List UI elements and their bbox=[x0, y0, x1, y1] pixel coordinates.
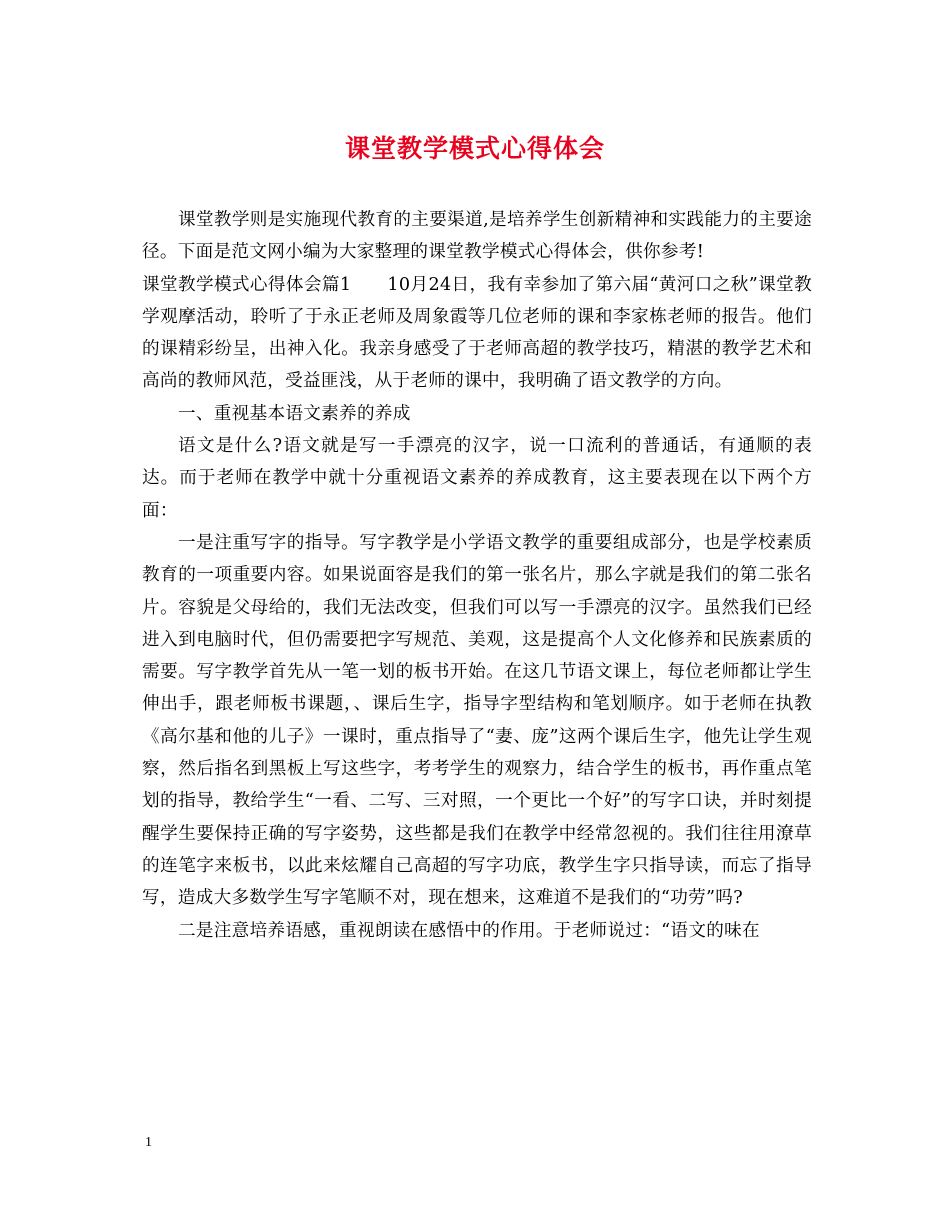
document-body bbox=[142, 204, 812, 947]
body-paragraph-2: 语文是什么?语文就是写一手漂亮的汉字，说一口流利的普通话，有通顺的表达。而于老师在教学中就十分重视语文素养的养成教育，这主要表现在以下两个方面： bbox=[142, 436, 812, 521]
section-paragraph-1: 课堂教学模式心得体会篇1 10月24日，我有幸参加了第六届“黄河口之秋”课堂教学观摩活动，聆听了于永正老师及周象霞等几位老师的课和李家栋老师的报告。他们的课精彩纷呈，出神入化。我亲身感受了于老师高超的教学技巧，精湛的教学艺术和高尚的教师风范，受益匪浅，从于老师的课中，我明确了语文教学的方向。 bbox=[142, 274, 812, 392]
document-title: 课堂教学模式心得体会 bbox=[344, 134, 605, 163]
intro-paragraph: 课堂教学则是实施现代教育的主要渠道,是培养学生创新精神和实践能力的主要途径。下面是范文网小编为大家整理的课堂教学模式心得体会，供你参考! bbox=[142, 210, 812, 263]
page-number: 1 bbox=[145, 1135, 152, 1150]
heading-paragraph: 一、重视基本语文素养的养成 bbox=[178, 403, 411, 424]
body-paragraph-3: 一是注重写字的指导。写字教学是小学语文教学的重要组成部分，也是学校素质教育的一项重要内容。如果说面容是我们的第一张名片，那么字就是我们的第二张名片。容貌是父母给的，我们无法改变，但我们可以写一手漂亮的汉字。虽然我们已经进入到电脑时代，但仍需要把字写规范、美观，这是提高个人文化修养和民族素质的需要。写字教学首先从一笔一划的板书开始。在这几节语文课上，每位老师都让学生伸出手，跟老师板书课题，、课后生字，指导字型结构和笔划顺序。如于老师在执教《高尔基和他的儿子》一课时，重点指导了“妻、庞”这两个课后生字，他先让学生观察，然后指名到黑板上写这些字，考考学生的观察力，结合学生的板书，再作重点笔划的指导，教给学生“一看、二写、三对照，一个更比一个好”的写字口诀，并时刻提醒学生要保持正确的写字姿势，这些都是我们在教学中经常忽视的。我们往往用潦草的连笔字来板书，以此来炫耀自己高超的写字功底，教学生字只指导读，而忘了指导写，造成大多数学生写字笔顺不对，现在想来，这难道不是我们的“功劳”吗? bbox=[142, 532, 812, 909]
body-paragraph-4: 二是注意培养语感，重视朗读在感悟中的作用。于老师说过：“语文的味在 bbox=[178, 920, 760, 941]
